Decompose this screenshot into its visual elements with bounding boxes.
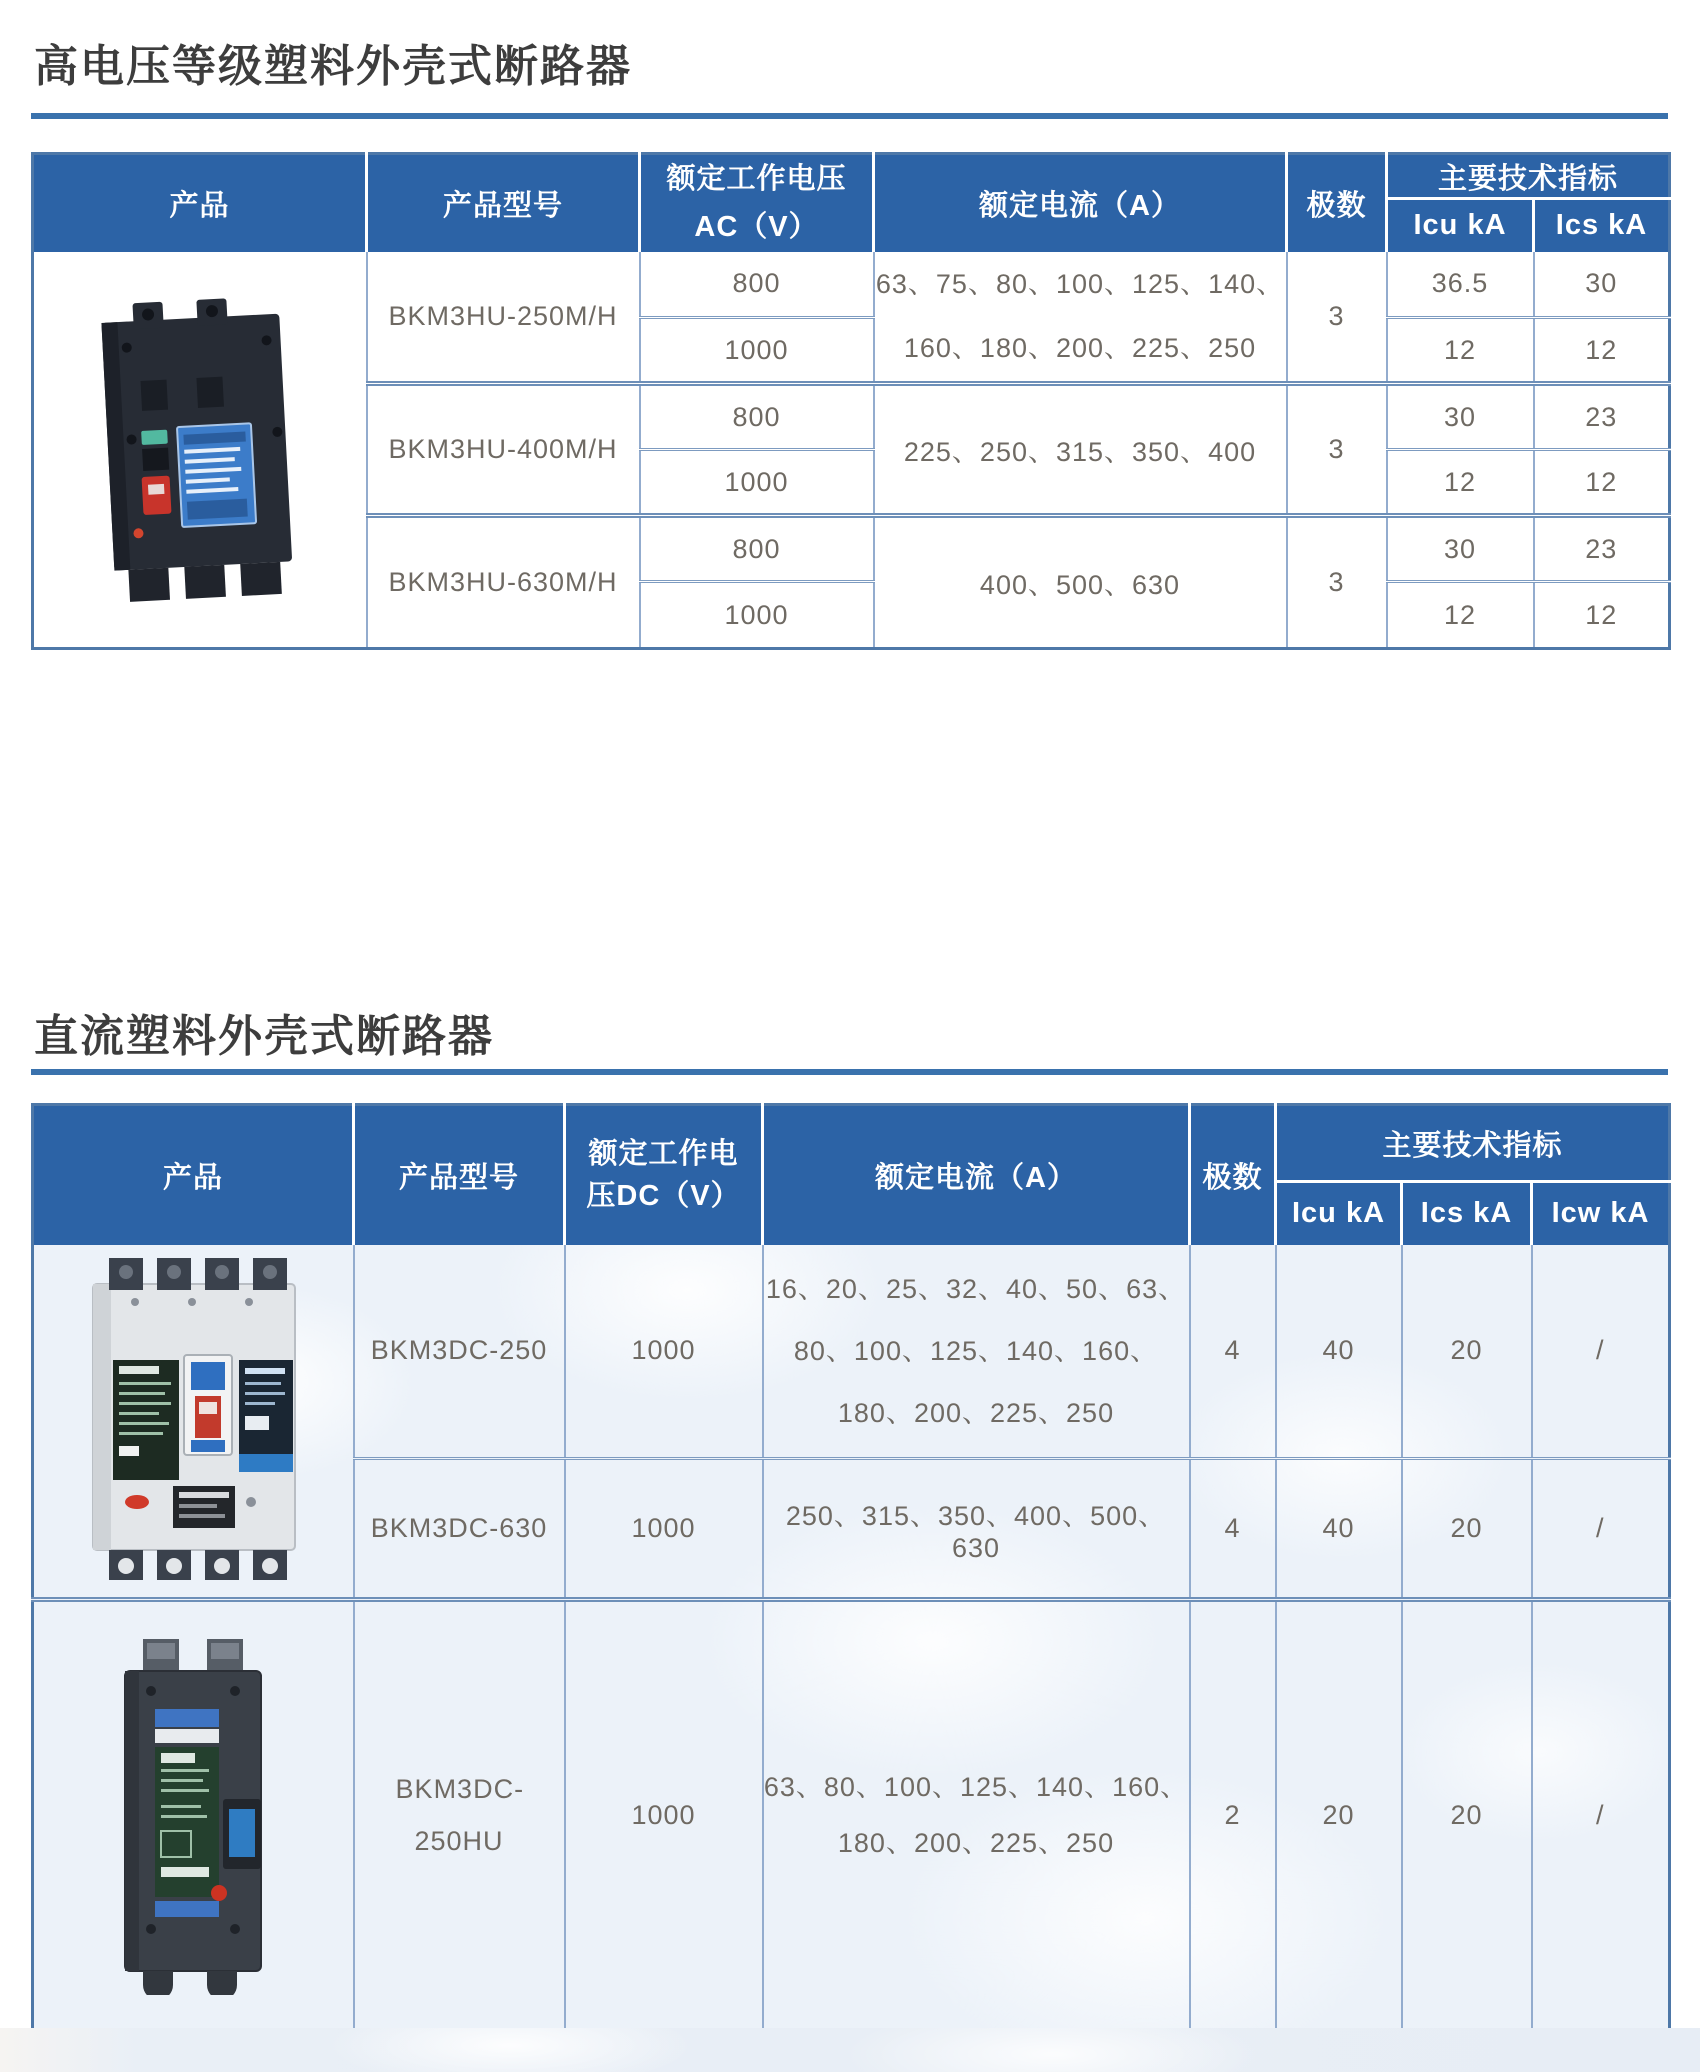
col-header-ics: Ics kA xyxy=(1402,1182,1532,1245)
col-header-product: 产品 xyxy=(33,154,367,252)
ics-cell: 20 xyxy=(1402,1245,1532,1459)
col-header-ics: Ics kA xyxy=(1534,199,1670,252)
dc-mccb-spec-table xyxy=(31,1103,1671,2031)
ics-cell: 20 xyxy=(1402,1600,1532,2030)
product-photo-cell xyxy=(33,1245,354,1600)
icu-cell: 30 xyxy=(1387,384,1534,450)
poles-cell: 2 xyxy=(1190,1600,1276,2030)
col-header-tech-group: 主要技术指标 xyxy=(1387,154,1670,199)
voltage-cell: 1000 xyxy=(640,450,874,516)
section2-title: 直流塑料外壳式断路器 xyxy=(34,1012,494,1061)
col-header-current: 额定电流（A） xyxy=(763,1105,1190,1245)
current-cell: 225、250、315、350、400 xyxy=(874,384,1287,516)
col-header-icu: Icu kA xyxy=(1387,199,1534,252)
ics-cell: 12 xyxy=(1534,318,1670,384)
col-header-model: 产品型号 xyxy=(367,154,640,252)
voltage-cell: 1000 xyxy=(565,1459,763,1600)
section1-title: 高电压等级塑料外壳式断路器 xyxy=(34,42,632,91)
voltage-cell: 1000 xyxy=(640,582,874,649)
icw-cell: / xyxy=(1532,1245,1670,1459)
current-cell: 250、315、350、400、500、630 xyxy=(763,1459,1190,1600)
model-cell: BKM3HU-400M/H xyxy=(367,384,640,516)
voltage-header-line2: AC（V） xyxy=(694,211,819,244)
voltage-cell: 800 xyxy=(640,252,874,318)
section2-divider xyxy=(31,1069,1668,1075)
poles-cell: 4 xyxy=(1190,1245,1276,1459)
col-header-product: 产品 xyxy=(33,1105,354,1245)
product-photo-bkm3dc-250hu xyxy=(103,1629,283,2002)
table-row xyxy=(33,1245,1670,1459)
model-text: BKM3DC-250HU xyxy=(395,1774,525,1856)
icu-cell: 30 xyxy=(1387,516,1534,582)
ics-cell: 30 xyxy=(1534,252,1670,318)
col-header-voltage xyxy=(640,154,874,252)
model-cell: BKM3DC-250 xyxy=(354,1245,565,1459)
ics-cell: 23 xyxy=(1534,384,1670,450)
breaker-2pole-illustration xyxy=(103,1629,283,1995)
model-cell: BKM3HU-630M/H xyxy=(367,516,640,649)
voltage-cell: 800 xyxy=(640,516,874,582)
icu-cell: 12 xyxy=(1387,582,1534,649)
product-photo-cell xyxy=(33,1600,354,2030)
ics-cell: 23 xyxy=(1534,516,1670,582)
poles-cell: 3 xyxy=(1287,252,1387,384)
current-cell: 400、500、630 xyxy=(874,516,1287,649)
watermark-strip xyxy=(0,2028,1700,2072)
voltage-cell: 1000 xyxy=(565,1245,763,1459)
icu-cell: 12 xyxy=(1387,318,1534,384)
model-cell xyxy=(354,1600,565,2030)
current-cell: 16、20、25、32、40、50、63、80、100、125、140、160、180、200、225、250 xyxy=(763,1245,1190,1459)
col-header-icu: Icu kA xyxy=(1276,1182,1402,1245)
current-cell: 63、75、80、100、125、140、160、180、200、225、250 xyxy=(874,252,1287,384)
icw-cell: / xyxy=(1596,1799,1605,1830)
breaker-4pole-illustration xyxy=(79,1250,307,1584)
ics-cell: 12 xyxy=(1585,599,1618,630)
col-header-poles: 极数 xyxy=(1190,1105,1276,1245)
voltage-header-line2: 压DC（V） xyxy=(586,1180,741,1213)
voltage-cell: 800 xyxy=(640,384,874,450)
table-row xyxy=(33,1600,1670,2030)
table-row xyxy=(33,252,1670,318)
icu-cell: 20 xyxy=(1276,1600,1402,2030)
current-cell: 63、80、100、125、140、160、180、200、225、250 xyxy=(763,1600,1190,2030)
icu-cell: 12 xyxy=(1387,450,1534,516)
col-header-poles: 极数 xyxy=(1287,154,1387,252)
poles-cell: 3 xyxy=(1287,384,1387,516)
model-cell: BKM3DC-630 xyxy=(354,1459,565,1600)
icu-cell: 40 xyxy=(1276,1245,1402,1459)
hv-mccb-spec-table xyxy=(31,152,1671,650)
product-photo-bkm3hu xyxy=(82,286,317,613)
section1-divider xyxy=(31,113,1668,119)
col-header-icw: Icw kA xyxy=(1532,1182,1670,1245)
ics-cell: 12 xyxy=(1534,450,1670,516)
icu-cell: 40 xyxy=(1276,1459,1402,1600)
col-header-tech-group: 主要技术指标 xyxy=(1276,1105,1670,1182)
col-header-current: 额定电流（A） xyxy=(874,154,1287,252)
voltage-header-line1: 额定工作电 xyxy=(588,1138,739,1171)
voltage-cell: 1000 xyxy=(640,318,874,384)
product-photo-cell xyxy=(33,252,367,649)
col-header-voltage xyxy=(565,1105,763,1245)
voltage-cell: 1000 xyxy=(565,1600,763,2030)
breaker-3pole-illustration xyxy=(82,286,317,606)
poles-cell: 3 xyxy=(1287,516,1387,649)
product-photo-bkm3dc xyxy=(79,1250,307,1591)
icw-cell: / xyxy=(1532,1459,1670,1600)
voltage-header-line1: 额定工作电压 xyxy=(666,163,847,196)
poles-cell: 4 xyxy=(1190,1459,1276,1600)
col-header-model: 产品型号 xyxy=(354,1105,565,1245)
model-cell: BKM3HU-250M/H xyxy=(367,252,640,384)
icu-cell: 36.5 xyxy=(1387,252,1534,318)
ics-cell: 20 xyxy=(1402,1459,1532,1600)
